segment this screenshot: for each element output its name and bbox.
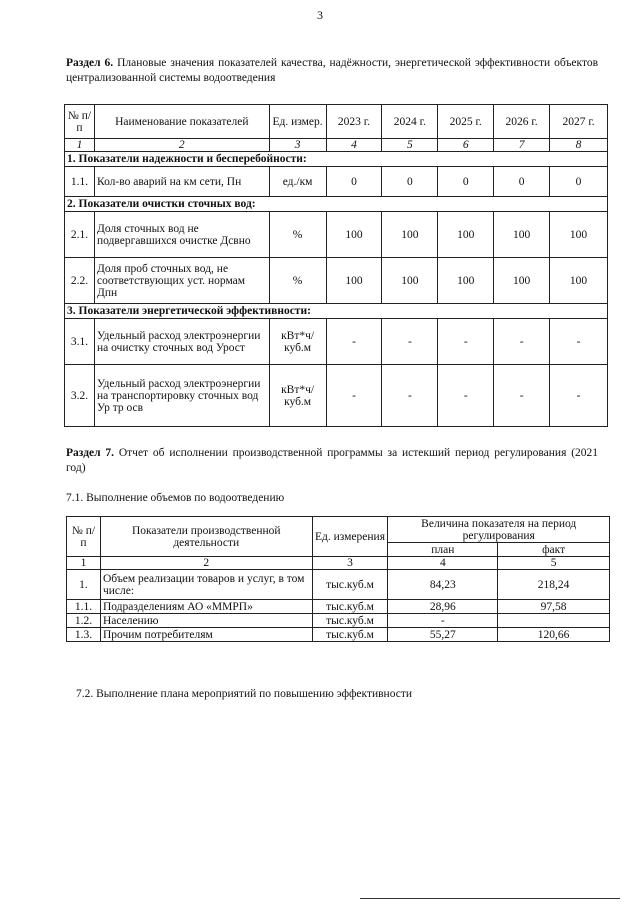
row-value-2025: 100 [438, 212, 494, 258]
row-value-2025: - [438, 319, 494, 365]
col-number: 5 [498, 557, 610, 570]
col-header-plan: план [388, 543, 498, 557]
row-value-2027: - [550, 319, 608, 365]
col-header-2025: 2025 г. [438, 105, 494, 139]
col-number: 4 [326, 139, 382, 152]
row-unit: ед./км [269, 167, 326, 197]
table-row [65, 212, 608, 258]
section-7-text: Отчет об исполнении производственной программы за истекший период регулирования (2021 год) [66, 447, 599, 474]
row-value-2023: - [326, 365, 382, 427]
row-unit: кВт*ч/ куб.м [269, 319, 326, 365]
col-header-2023: 2023 г. [326, 105, 382, 139]
footer-rule [360, 898, 620, 899]
row-fact [498, 614, 610, 628]
subsection-7-1-title: 7.1. Выполнение объемов по водоотведению [66, 492, 285, 504]
section-6-label: Раздел 6. [66, 57, 114, 69]
col-number: 1 [67, 557, 101, 570]
row-value-2024: - [382, 365, 438, 427]
row-value-2024: 0 [382, 167, 438, 197]
row-plan: - [388, 614, 498, 628]
row-name: Удельный расход электроэнергии на очистку сточных вод Урост [94, 319, 269, 365]
row-value-2026: 100 [494, 212, 550, 258]
section-7-title [66, 446, 598, 476]
row-value-2024: 100 [382, 212, 438, 258]
row-unit: тыс.куб.м [312, 570, 388, 600]
row-unit: тыс.куб.м [312, 628, 388, 642]
col-header-2026: 2026 г. [494, 105, 550, 139]
row-num: 1. [67, 570, 101, 600]
group-title-wastewater: 2. Показатели очистки сточных вод: [65, 197, 608, 212]
row-unit: тыс.куб.м [312, 600, 388, 614]
col-header-2027: 2027 г. [550, 105, 608, 139]
table-row [65, 365, 608, 427]
row-value-2026: - [494, 365, 550, 427]
quality-indicators-table [64, 104, 608, 427]
group-title-reliability: 1. Показатели надежности и бесперебойности: [65, 152, 608, 167]
row-num: 3.2. [65, 365, 95, 427]
col-header-indicator: Показатели производственной деятельности [100, 517, 312, 557]
row-name: Объем реализации товаров и услуг, в том числе: [100, 570, 312, 600]
row-value-2026: 0 [494, 167, 550, 197]
row-value-2023: 0 [326, 167, 382, 197]
col-header-name: Наименование показателей [94, 105, 269, 139]
row-value-2026: - [494, 319, 550, 365]
table-row [67, 614, 610, 628]
row-num: 2.2. [65, 258, 95, 304]
row-value-2023: 100 [326, 258, 382, 304]
row-num: 1.1. [67, 600, 101, 614]
row-value-2025: 100 [438, 258, 494, 304]
row-value-2027: 100 [550, 258, 608, 304]
row-fact: 120,66 [498, 628, 610, 642]
row-value-2025: - [438, 365, 494, 427]
col-number: 6 [438, 139, 494, 152]
row-num: 1.3. [67, 628, 101, 642]
col-header-unit: Ед. измерения [312, 517, 388, 557]
row-name: Населению [100, 614, 312, 628]
section-6-title [66, 56, 598, 86]
table-row [67, 600, 610, 614]
col-header-fact: факт [498, 543, 610, 557]
row-value-2023: - [326, 319, 382, 365]
row-name: Прочим потребителям [100, 628, 312, 642]
row-name: Удельный расход электроэнергии на транспортировку сточных вод Ур тр осв [94, 365, 269, 427]
row-num: 1.2. [67, 614, 101, 628]
table-row [65, 258, 608, 304]
row-name: Кол-во аварий на км сети, Пн [94, 167, 269, 197]
page-number: 3 [317, 8, 323, 22]
col-header-period-value: Величина показателя на период регулирования [388, 517, 610, 543]
row-name: Подразделениям АО «ММРП» [100, 600, 312, 614]
table-row [65, 167, 608, 197]
col-header-unit: Ед. измер. [269, 105, 326, 139]
row-name: Доля сточных вод не подвергавшихся очистке Дсвно [94, 212, 269, 258]
table-row [67, 628, 610, 642]
row-num: 1.1. [65, 167, 95, 197]
row-value-2027: 100 [550, 212, 608, 258]
row-unit: кВт*ч/ куб.м [269, 365, 326, 427]
row-num: 2.1. [65, 212, 95, 258]
row-value-2023: 100 [326, 212, 382, 258]
row-plan: 28,96 [388, 600, 498, 614]
row-value-2025: 0 [438, 167, 494, 197]
row-fact: 218,24 [498, 570, 610, 600]
row-value-2024: 100 [382, 258, 438, 304]
col-header-2024: 2024 г. [382, 105, 438, 139]
col-number: 8 [550, 139, 608, 152]
col-number: 1 [65, 139, 95, 152]
section-7-label: Раздел 7. [66, 447, 115, 459]
subsection-7-2-title: 7.2. Выполнение плана мероприятий по повышению эффективности [76, 688, 413, 700]
row-fact: 97,58 [498, 600, 610, 614]
row-value-2027: 0 [550, 167, 608, 197]
col-number: 2 [100, 557, 312, 570]
row-value-2027: - [550, 365, 608, 427]
row-num: 3.1. [65, 319, 95, 365]
table-row [67, 570, 610, 600]
col-number: 3 [269, 139, 326, 152]
row-unit: % [269, 258, 326, 304]
section-6-text: Плановые значения показателей качества, надёжности, энергетической эффективности объектов централизованной системы водоотведения [66, 57, 599, 84]
row-name: Доля проб сточных вод, не соответствующих уст. нормам Дпн [94, 258, 269, 304]
col-header-num: № п/п [65, 105, 95, 139]
col-number: 4 [388, 557, 498, 570]
col-number: 7 [494, 139, 550, 152]
group-title-energy: 3. Показатели энергетической эффективности: [65, 304, 608, 319]
volume-report-table [66, 516, 610, 642]
col-header-num: № п/п [67, 517, 101, 557]
col-number: 5 [382, 139, 438, 152]
row-value-2026: 100 [494, 258, 550, 304]
row-plan: 84,23 [388, 570, 498, 600]
table-row [65, 319, 608, 365]
row-plan: 55,27 [388, 628, 498, 642]
row-unit: % [269, 212, 326, 258]
row-unit: тыс.куб.м [312, 614, 388, 628]
col-number: 2 [94, 139, 269, 152]
row-value-2024: - [382, 319, 438, 365]
col-number: 3 [312, 557, 388, 570]
